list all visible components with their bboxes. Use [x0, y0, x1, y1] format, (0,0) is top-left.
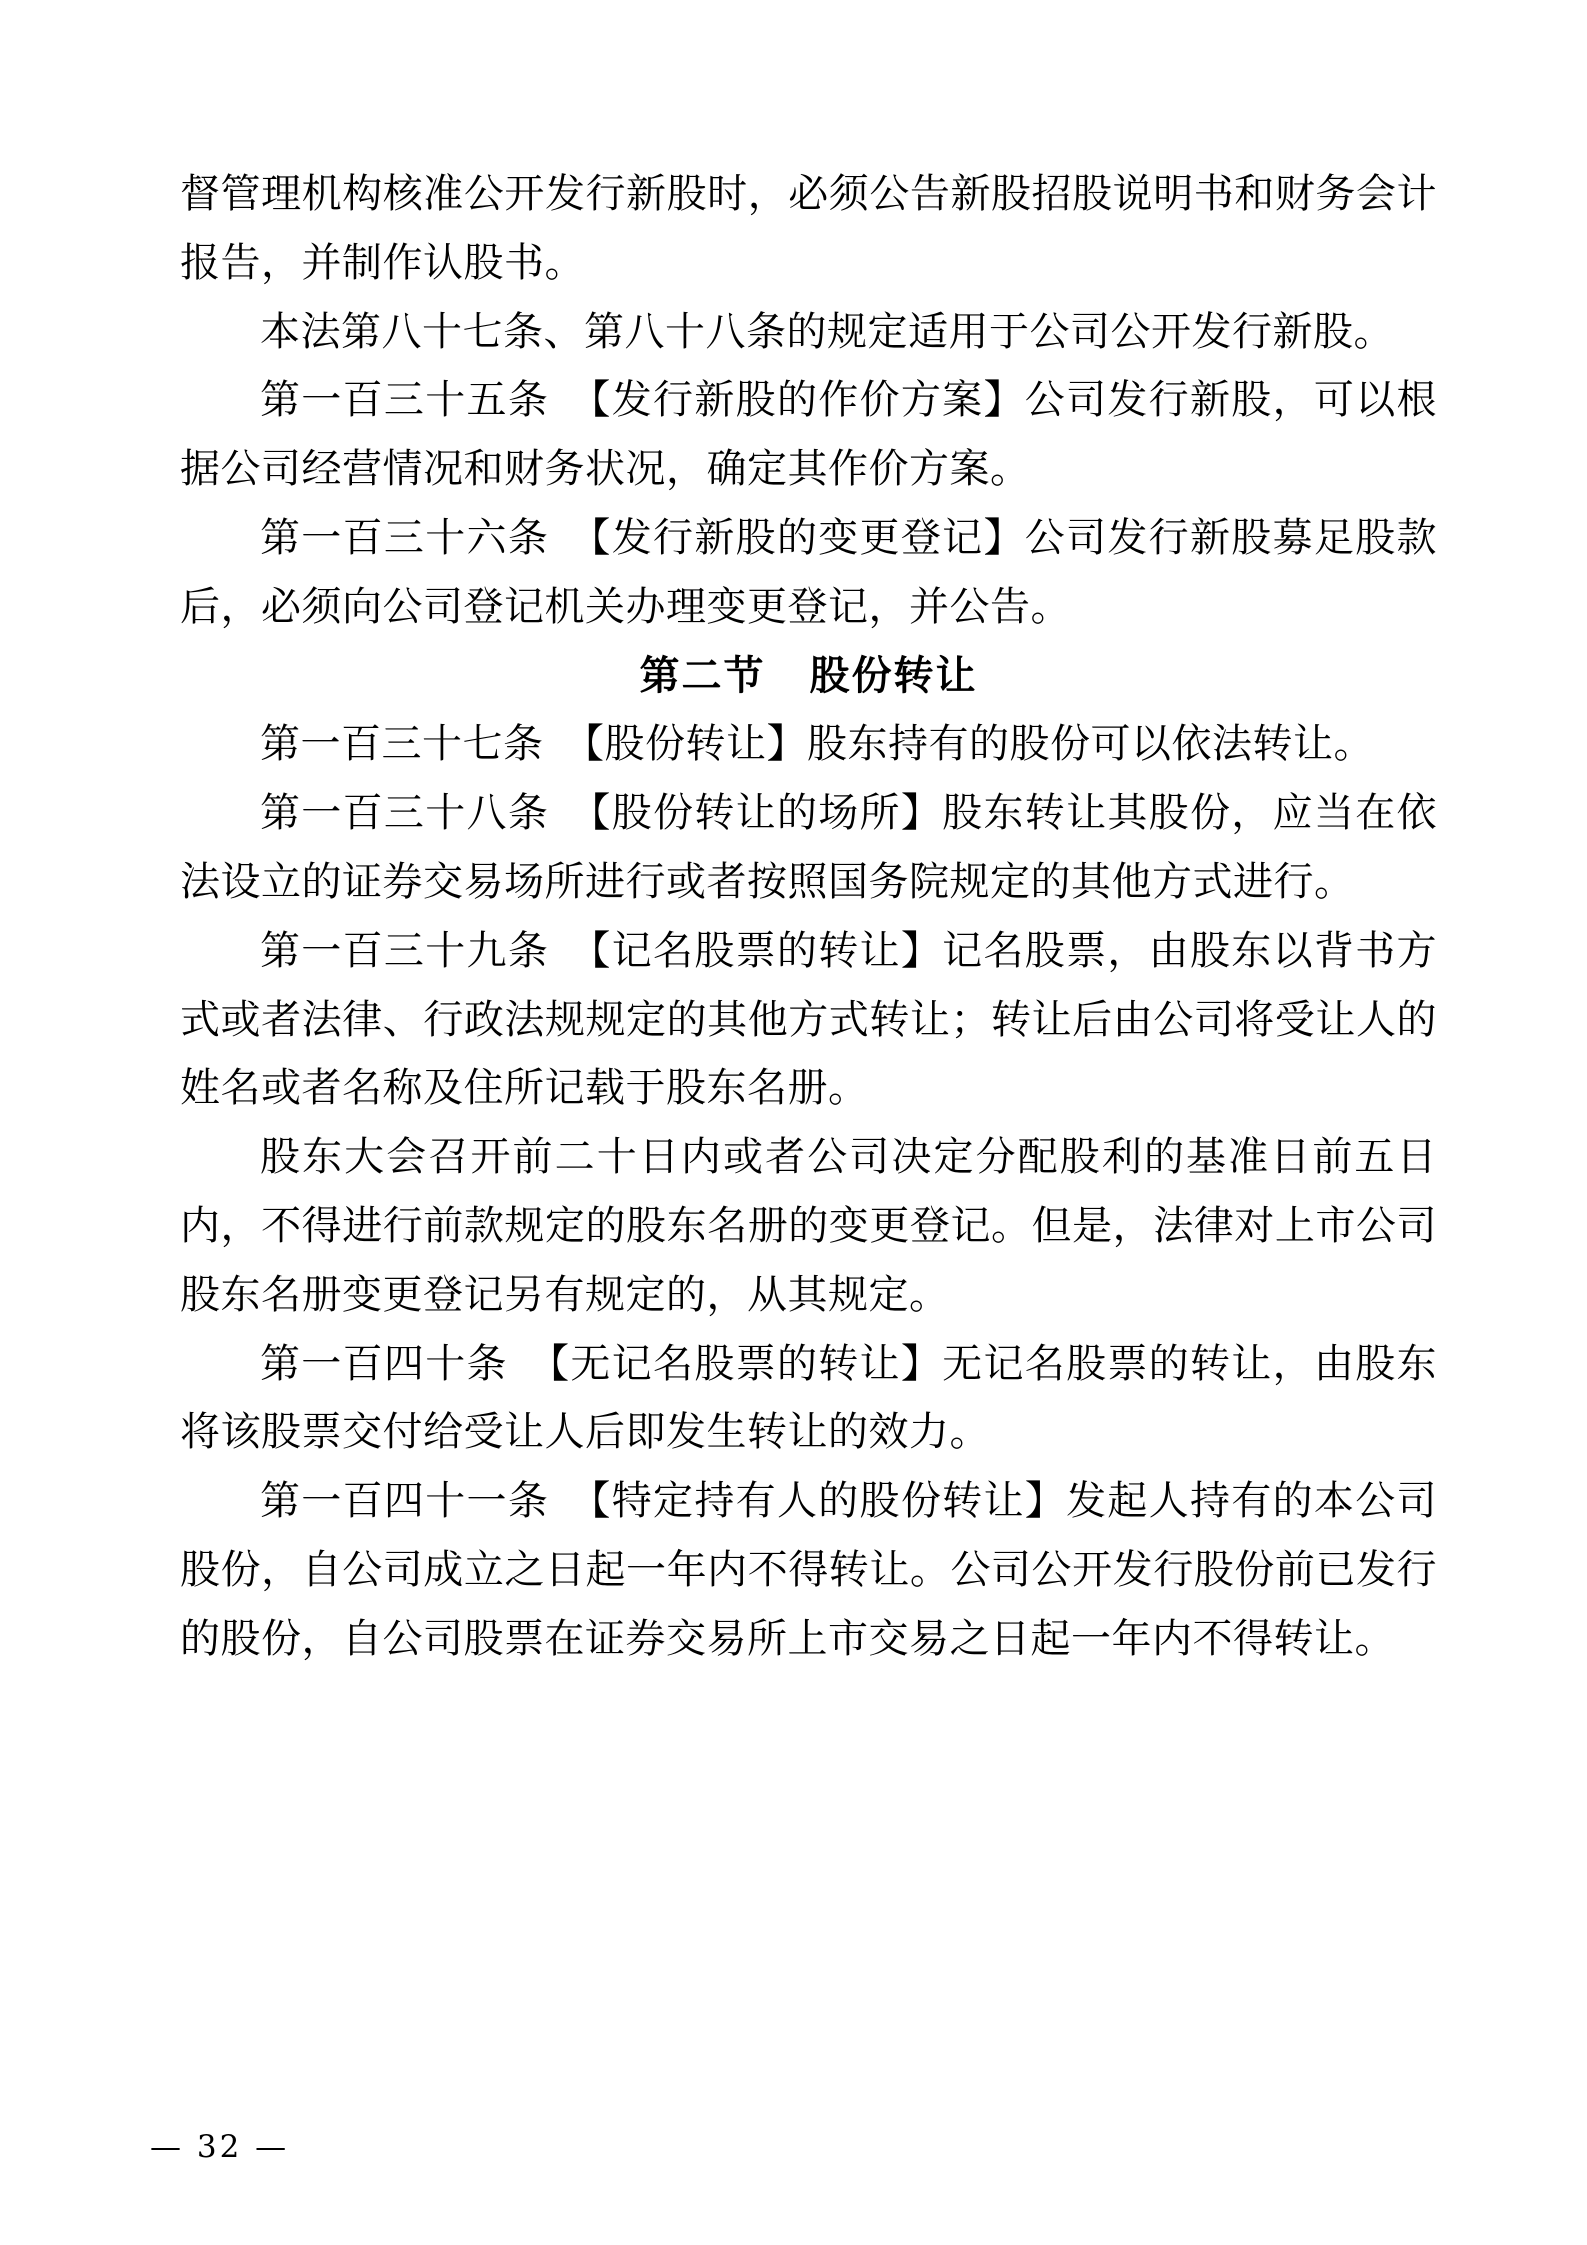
section-heading-number: 第二节 — [639, 651, 766, 699]
paragraph-article-136: 第一百三十六条 【发行新股的变更登记】公司发行新股募足股款后，必须向公司登记机关办理变更登记，并公告。 — [180, 514, 1437, 630]
paragraph-article-139-clause-2: 股东大会召开前二十日内或者公司决定分配股利的基准日前五日内，不得进行前款规定的股东名册的变更登记。但是，法律对上市公司股东名册变更登记另有规定的，从其规定。 — [180, 1134, 1437, 1318]
paragraph-article-141: 第一百四十一条 【特定持有人的股份转让】发起人持有的本公司股份，自公司成立之日起一年内不得转让。公司公开发行股份前已发行的股份，自公司股票在证券交易所上市交易之日起一年内不得转让。 — [180, 1478, 1437, 1662]
page-number: — 32 — — [150, 2129, 290, 2165]
paragraph-article-reference: 本法第八十七条、第八十八条的规定适用于公司公开发行新股。 — [260, 308, 1394, 355]
section-heading-2 — [180, 642, 1437, 711]
paragraph-article-135: 第一百三十五条 【发行新股的作价方案】公司发行新股，可以根据公司经营情况和财务状况，确定其作价方案。 — [180, 377, 1437, 493]
document-body — [180, 160, 1437, 1674]
paragraph-continued: 督管理机构核准公开发行新股时，必须公告新股招股说明书和财务会计报告，并制作认股书。 — [180, 171, 1437, 286]
paragraph-article-138: 第一百三十八条 【股份转让的场所】股东转让其股份，应当在依法设立的证券交易场所进行或者按照国务院规定的其他方式进行。 — [180, 790, 1437, 905]
paragraph-article-139: 第一百三十九条 【记名股票的转让】记名股票，由股东以背书方式或者法律、行政法规规定的其他方式转让；转让后由公司将受让人的姓名或者名称及住所记载于股东名册。 — [180, 927, 1437, 1112]
paragraph-article-140: 第一百四十条 【无记名股票的转让】无记名股票的转让，由股东将该股票交付给受让人后即发生转让的效力。 — [180, 1340, 1437, 1456]
paragraph-article-137: 第一百三十七条 【股份转让】股东持有的股份可以依法转让。 — [260, 721, 1374, 768]
section-heading-title: 股份转让 — [809, 651, 978, 699]
